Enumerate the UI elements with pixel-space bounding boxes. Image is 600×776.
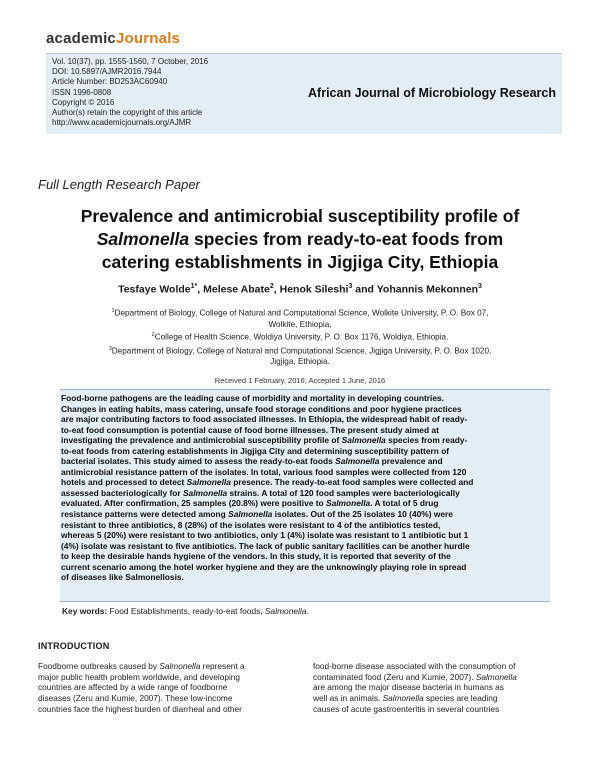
title-line: catering establishments in Jigjiga City, Ethiopia [101,252,499,272]
affiliation-3: $^3$Department of Biology, College of Natural and Computational Science, Jigjiga University, P. O. Box 1020, [108,345,492,356]
affiliations: $^1$Department of Biology, College of Natural and Computational Science, Wolkite University, P. O. Box 07, Wolkite, Ethiopia. $^2$College of Health Science, Woldiya University, P. O. Box 1176, Woldiya, Ethiopia. $^3$Department of Biology, College of Natural and Computational Science, Jigjiga University, P. O. Box 1020, Jigjiga, Ethiopia. [60,306,540,368]
author-name: Melese Abate [203,283,270,296]
journal-header-box [46,53,562,134]
article-meta [52,57,208,128]
volume-info: Vol. 10(37), pp. 1555-1560, 7 October, 2016 [52,57,209,66]
copyright: Copyright © 2016 [52,97,115,107]
logo-text-academic: academic [46,30,116,47]
article-number: Article Number: BD253AC60940 [52,77,168,87]
body-column-left: Foodborne outbreaks caused by Salmonella represent a major public health problem worldwide, and developing countries are affected by a wide range of foodborne diseases (Zeru and Kumie, 2007). These low-income countries face the highest burden of diarrheal and other [38,661,245,714]
body-column-right: food-borne disease associated with the consumption of contaminated food (Zeru and Kumie, 2007). Salmonella are among the major disease bacteria in humans as well as in animals. Salmonella species are leading causes of acute gastroenteritis in several countries [313,661,517,714]
title-italic: Salmonella [96,229,190,249]
publisher-logo[interactable] [46,30,180,47]
copyright-notice: Author(s) retain the copyright of this article [52,108,203,118]
title-line: Salmonella species from ready-to-eat foods from [96,229,504,249]
affiliation-1: $^1$Department of Biology, College of Natural and Computational Science, Wolkite University, P. O. Box 07, [111,308,489,318]
logo-text-journals: Journals [115,30,181,47]
received-dates: Received 1 February, 2016; Accepted 1 June, 2016 [214,376,386,385]
title-line: Prevalence and antimicrobial susceptibility profile of [80,206,520,226]
journal-url[interactable]: http://www.academicjournals.org/AJMR [52,118,192,128]
keywords: Key words: Food Establishments, ready-to-eat foods, Salmonella. [62,606,309,616]
section-heading-introduction: INTRODUCTION [38,641,110,651]
author-list: Tesfaye Wolde$^{1*}$, Melese Abate$^2$, Henok Sileshi$^3$ and Yohannis Mekonnen$^3$ [118,283,482,296]
issn: ISSN 1996-0808 [52,87,112,97]
abstract-text: Food-borne pathogens are the leading cause of morbidity and mortality in developing countries. Changes in eating habits, mass catering, unsafe food storage conditions and poor hygiene practices are major contributing factors to food associated illnesses. In Ethiopia, the widespread habit of ready- to-eat food consumption is potential cause of food borne illnesses. The present study aimed at investigating the prevalence and antimicrobial susceptibility profile of Salmonella species from ready- to-eat foods from catering establishments in Jigjiga City and determining susceptibility pattern of bacterial isolates. This study aimed to assess the ready-to-eat foods Salmonella prevalence and antimicrobial resistance pattern of the isolates. In total, various food samples were collected from 120 hotels and processed to detect Salmonella presence. The ready-to-eat food samples were collected and assessed bacteriologically for Salmonella strains. A total of 120 food samples were bacteriologically evaluated. After confirmation, 25 samples (20.8%) were positive to Salmonella. A total of 5 drug resistance patterns were detected among Salmonella isolates. Out of the 25 isolates 10 (40%) were resistant to three antibiotics, 8 (28%) of the isolates were resistant to 4 of the antibiotics tested, whereas 5 (20%) were resistant to two antibiotics, only 1 (4%) isolate was resistant to 1 antibiotic but 1 (4%) isolate was resistant to five antibiotics. The lack of public sanitary facilities can be another hurdle to keep the desirable hands hygiene of the vendors. In this study, it is reported that severity of the current scenario among the hotel worker hygiene and they are the unknowingly playing role in spread of diseases like Salmonellosis. [61,393,474,583]
keywords-label: Key words: [62,606,108,616]
author-name: Tesfaye Wolde [118,283,191,296]
author-name: Henok Sileshi [279,283,349,296]
author-name: Yohannis Mekonnen [376,283,479,296]
section-label: Full Length Research Paper [38,177,200,192]
affiliation-2: $^2$College of Health Science, Woldiya University, P. O. Box 1176, Woldiya, Ethiopia. [151,332,449,343]
doi: DOI: 10.5897/AJMR2016.7944 [52,67,162,77]
abstract-box [60,389,550,602]
paper-title [40,205,560,274]
journal-name: African Journal of Microbiology Research [308,86,556,100]
